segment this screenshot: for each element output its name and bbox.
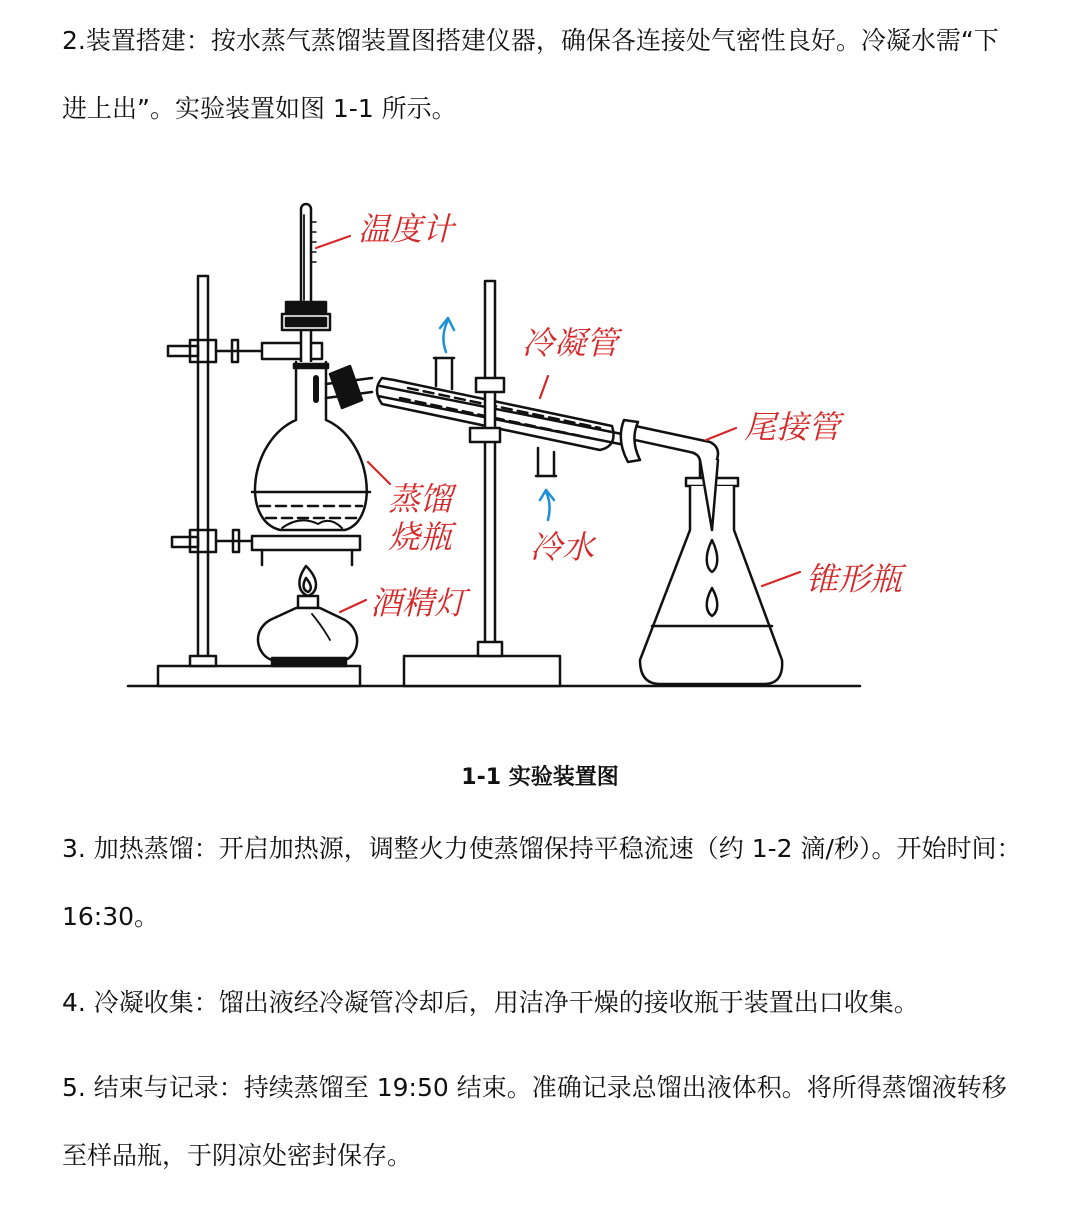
distillation-apparatus-figure — [0, 180, 1080, 710]
label-thermometer: 温度计 — [358, 210, 455, 248]
label-alcohol-lamp: 酒精灯 — [370, 584, 467, 622]
conical-flask — [640, 460, 782, 684]
step-5-text: 5. 结束与记录：持续蒸馏至 19:50 结束。准确记录总馏出液体积。将所得蒸馏液转移至样品瓶，于阴凉处密封保存。 — [62, 1073, 1007, 1170]
label-conical-flask: 锥形瓶 — [806, 560, 903, 598]
alcohol-lamp — [252, 536, 360, 666]
conical-flask-leader — [762, 572, 800, 586]
thermometer-leader — [316, 236, 350, 248]
step-3-text: 3. 加热蒸馏：开启加热源，调整火力使蒸馏保持平稳流速（约 1-2 滴/秒）。开始时间：16:30。 — [62, 834, 1022, 931]
figure-caption: 1-1 实验装置图 — [461, 765, 619, 790]
label-cold-water: 冷水 — [530, 528, 595, 566]
step-2-text: 2.装置搭建：按水蒸气蒸馏装置图搭建仪器，确保各连接处气密性良好。冷凝水需“下进上出”。实验装置如图 1-1 所示。 — [62, 26, 999, 123]
step-4-text: 4. 冷凝收集：馏出液经冷凝管冷却后，用洁净干燥的接收瓶于装置出口收集。 — [62, 988, 919, 1017]
lamp-leader — [340, 600, 366, 612]
flask-leader — [368, 462, 390, 484]
label-flask-line2: 烧瓶 — [388, 518, 453, 556]
label-condenser: 冷凝管 — [522, 324, 619, 362]
condenser-leader — [540, 376, 548, 398]
adapter-leader — [706, 428, 736, 440]
label-flask-line1: 蒸馏 — [388, 480, 453, 518]
water-in-arrow-icon — [546, 492, 550, 520]
side-arm-stopper — [330, 366, 362, 408]
label-adapter: 尾接管 — [744, 408, 841, 446]
